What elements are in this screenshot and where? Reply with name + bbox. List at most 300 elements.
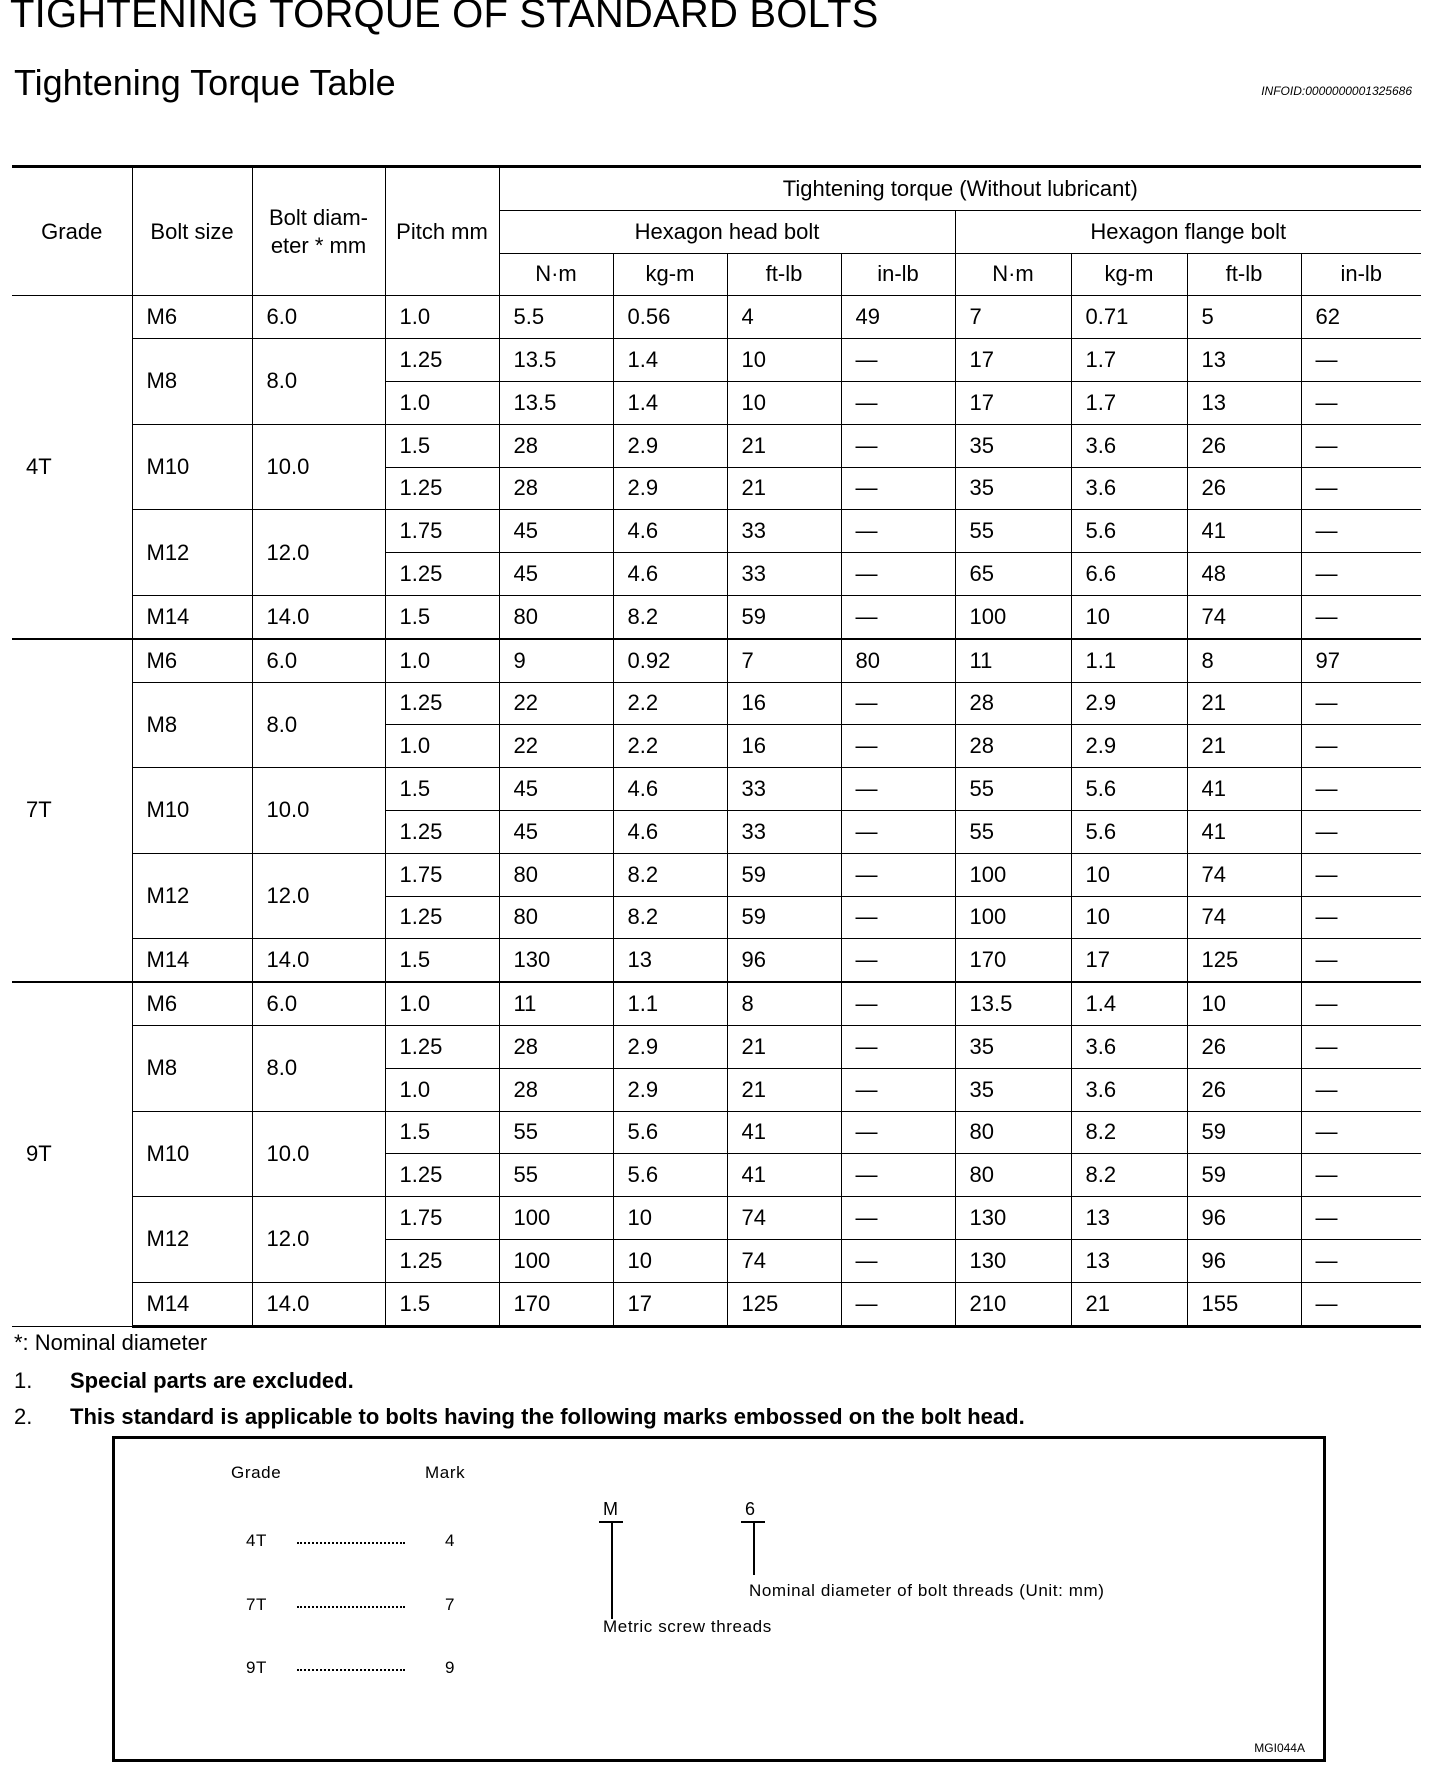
code-number-label: Nominal diameter of bolt threads (Unit: mm) bbox=[749, 1581, 1105, 1600]
torque-cell: 130 bbox=[499, 939, 613, 982]
bolt-diameter-cell: 10.0 bbox=[252, 768, 385, 854]
torque-cell: 80 bbox=[499, 853, 613, 896]
torque-cell: 28 bbox=[499, 1025, 613, 1068]
torque-cell: 8.2 bbox=[613, 853, 727, 896]
torque-cell: 11 bbox=[499, 982, 613, 1025]
torque-cell: 8.2 bbox=[1071, 1154, 1187, 1197]
torque-cell: — bbox=[1301, 595, 1421, 638]
bolt-diameter-cell: 8.0 bbox=[252, 1025, 385, 1111]
torque-cell: 8.2 bbox=[613, 896, 727, 939]
torque-cell: — bbox=[1301, 510, 1421, 553]
table-body bbox=[12, 296, 1421, 1326]
info-id: INFOID:0000000001325686 bbox=[1261, 84, 1412, 98]
bolt-diameter-cell: 14.0 bbox=[252, 1282, 385, 1326]
pitch-cell: 1.0 bbox=[385, 296, 499, 339]
bolt-diameter-cell: 10.0 bbox=[252, 424, 385, 510]
torque-cell: — bbox=[1301, 896, 1421, 939]
torque-cell: — bbox=[1301, 1025, 1421, 1068]
torque-cell: 3.6 bbox=[1071, 1068, 1187, 1111]
dotted-leader bbox=[297, 1542, 405, 1544]
unit-header: kg-m bbox=[613, 253, 727, 296]
header-grade: Grade bbox=[12, 167, 132, 296]
torque-cell: 80 bbox=[955, 1154, 1071, 1197]
table-row bbox=[12, 853, 1421, 896]
torque-cell: 7 bbox=[727, 639, 841, 682]
torque-cell: 1.4 bbox=[613, 381, 727, 424]
torque-cell: 26 bbox=[1187, 424, 1301, 467]
torque-cell: 16 bbox=[727, 725, 841, 768]
torque-cell: 170 bbox=[955, 939, 1071, 982]
torque-cell: — bbox=[841, 853, 955, 896]
torque-cell: 41 bbox=[1187, 810, 1301, 853]
pitch-cell: 1.0 bbox=[385, 381, 499, 424]
header-hex-head-bolt: Hexagon head bolt bbox=[499, 210, 955, 253]
torque-cell: — bbox=[841, 1025, 955, 1068]
torque-cell: 9 bbox=[499, 639, 613, 682]
torque-cell: — bbox=[1301, 982, 1421, 1025]
torque-cell: — bbox=[841, 424, 955, 467]
table-row bbox=[12, 296, 1421, 339]
torque-cell: 33 bbox=[727, 810, 841, 853]
torque-cell: 59 bbox=[727, 853, 841, 896]
note-number: 1. bbox=[14, 1368, 33, 1393]
torque-cell: 0.56 bbox=[613, 296, 727, 339]
bolt-size-cell: M12 bbox=[132, 510, 252, 596]
bolt-size-cell: M10 bbox=[132, 1111, 252, 1197]
table-row bbox=[12, 768, 1421, 811]
torque-cell: 4.6 bbox=[613, 553, 727, 596]
torque-cell: 10 bbox=[613, 1197, 727, 1240]
torque-cell: 45 bbox=[499, 510, 613, 553]
table-row bbox=[12, 1282, 1421, 1326]
figure-mark: 7 bbox=[445, 1595, 456, 1614]
torque-cell: 74 bbox=[1187, 595, 1301, 638]
note-item bbox=[14, 1368, 354, 1394]
pitch-cell: 1.75 bbox=[385, 853, 499, 896]
torque-cell: — bbox=[841, 1239, 955, 1282]
torque-cell: — bbox=[841, 381, 955, 424]
table-row bbox=[12, 939, 1421, 982]
torque-cell: — bbox=[841, 768, 955, 811]
torque-cell: 33 bbox=[727, 553, 841, 596]
header-hex-flange-bolt: Hexagon flange bolt bbox=[955, 210, 1421, 253]
torque-cell: 48 bbox=[1187, 553, 1301, 596]
torque-cell: 96 bbox=[1187, 1197, 1301, 1240]
dotted-leader bbox=[297, 1606, 405, 1608]
torque-cell: 80 bbox=[955, 1111, 1071, 1154]
bolt-diameter-cell: 8.0 bbox=[252, 339, 385, 425]
pitch-cell: 1.25 bbox=[385, 1154, 499, 1197]
table-row bbox=[12, 339, 1421, 382]
code-letter: M bbox=[603, 1499, 619, 1519]
torque-cell: 17 bbox=[955, 381, 1071, 424]
torque-cell: 49 bbox=[841, 296, 955, 339]
torque-cell: 96 bbox=[727, 939, 841, 982]
torque-cell: 22 bbox=[499, 725, 613, 768]
torque-cell: 100 bbox=[955, 853, 1071, 896]
torque-cell: 13 bbox=[613, 939, 727, 982]
torque-cell: 16 bbox=[727, 682, 841, 725]
bolt-size-cell: M12 bbox=[132, 1197, 252, 1283]
torque-cell: 10 bbox=[1071, 896, 1187, 939]
table-row bbox=[12, 982, 1421, 1025]
torque-cell: 5 bbox=[1187, 296, 1301, 339]
torque-cell: 28 bbox=[499, 1068, 613, 1111]
bolt-marks-figure bbox=[112, 1436, 1326, 1762]
table-row bbox=[12, 1111, 1421, 1154]
pitch-cell: 1.25 bbox=[385, 1239, 499, 1282]
torque-cell: — bbox=[841, 896, 955, 939]
figure-id: MGI044A bbox=[1254, 1741, 1305, 1755]
torque-cell: — bbox=[841, 1282, 955, 1326]
unit-header: in-lb bbox=[1301, 253, 1421, 296]
torque-cell: 1.4 bbox=[1071, 982, 1187, 1025]
torque-cell: 2.9 bbox=[613, 1068, 727, 1111]
torque-cell: 2.9 bbox=[613, 1025, 727, 1068]
torque-cell: 8 bbox=[727, 982, 841, 1025]
torque-cell: 3.6 bbox=[1071, 1025, 1187, 1068]
torque-cell: 13 bbox=[1071, 1239, 1187, 1282]
torque-cell: 5.6 bbox=[613, 1154, 727, 1197]
torque-cell: 21 bbox=[727, 1068, 841, 1111]
torque-cell: 1.4 bbox=[613, 339, 727, 382]
torque-cell: 3.6 bbox=[1071, 424, 1187, 467]
torque-cell: 5.5 bbox=[499, 296, 613, 339]
bolt-diameter-cell: 12.0 bbox=[252, 510, 385, 596]
header-pitch: Pitch mm bbox=[385, 167, 499, 296]
torque-cell: 55 bbox=[499, 1154, 613, 1197]
figure-grade-header: Grade bbox=[231, 1463, 282, 1482]
note-text: Special parts are excluded. bbox=[70, 1368, 354, 1393]
torque-cell: 74 bbox=[727, 1197, 841, 1240]
bolt-size-cell: M8 bbox=[132, 682, 252, 768]
torque-cell: 4.6 bbox=[613, 810, 727, 853]
torque-cell: 21 bbox=[727, 1025, 841, 1068]
pitch-cell: 1.5 bbox=[385, 595, 499, 638]
torque-cell: — bbox=[841, 1111, 955, 1154]
torque-cell: 28 bbox=[499, 424, 613, 467]
torque-cell: 2.9 bbox=[1071, 725, 1187, 768]
torque-cell: — bbox=[1301, 424, 1421, 467]
torque-cell: 8 bbox=[1187, 639, 1301, 682]
torque-cell: 5.6 bbox=[613, 1111, 727, 1154]
torque-cell: 10 bbox=[613, 1239, 727, 1282]
torque-cell: 10 bbox=[1071, 853, 1187, 896]
pitch-cell: 1.5 bbox=[385, 424, 499, 467]
torque-cell: — bbox=[1301, 1239, 1421, 1282]
unit-header: N·m bbox=[499, 253, 613, 296]
torque-cell: 10 bbox=[1071, 595, 1187, 638]
torque-cell: 28 bbox=[955, 682, 1071, 725]
torque-cell: 100 bbox=[955, 896, 1071, 939]
pitch-cell: 1.25 bbox=[385, 553, 499, 596]
torque-cell: 10 bbox=[727, 339, 841, 382]
torque-cell: 2.9 bbox=[1071, 682, 1187, 725]
bolt-size-cell: M10 bbox=[132, 424, 252, 510]
pitch-cell: 1.5 bbox=[385, 768, 499, 811]
pitch-cell: 1.25 bbox=[385, 896, 499, 939]
bolt-size-cell: M12 bbox=[132, 853, 252, 939]
pitch-cell: 1.5 bbox=[385, 939, 499, 982]
figure-grade: 7T bbox=[246, 1595, 268, 1614]
torque-cell: 33 bbox=[727, 768, 841, 811]
table-header bbox=[12, 167, 1421, 296]
pitch-cell: 1.25 bbox=[385, 339, 499, 382]
table-row bbox=[12, 639, 1421, 682]
torque-cell: — bbox=[1301, 1111, 1421, 1154]
bolt-size-cell: M14 bbox=[132, 1282, 252, 1326]
torque-cell: 210 bbox=[955, 1282, 1071, 1326]
torque-cell: 2.9 bbox=[613, 424, 727, 467]
dotted-leader bbox=[297, 1669, 405, 1671]
torque-cell: 26 bbox=[1187, 467, 1301, 510]
torque-cell: 26 bbox=[1187, 1068, 1301, 1111]
bolt-size-cell: M14 bbox=[132, 939, 252, 982]
bolt-size-cell: M6 bbox=[132, 982, 252, 1025]
torque-cell: — bbox=[1301, 553, 1421, 596]
torque-cell: 80 bbox=[499, 595, 613, 638]
torque-cell: 13 bbox=[1187, 339, 1301, 382]
bolt-diameter-cell: 14.0 bbox=[252, 939, 385, 982]
torque-cell: 21 bbox=[1187, 682, 1301, 725]
figure-grade: 9T bbox=[246, 1658, 268, 1677]
torque-cell: 55 bbox=[955, 510, 1071, 553]
bolt-size-cell: M14 bbox=[132, 595, 252, 638]
torque-cell: 96 bbox=[1187, 1239, 1301, 1282]
header-bolt-size: Bolt size bbox=[132, 167, 252, 296]
torque-cell: 35 bbox=[955, 1025, 1071, 1068]
torque-cell: 1.7 bbox=[1071, 381, 1187, 424]
bolt-diameter-cell: 6.0 bbox=[252, 639, 385, 682]
torque-cell: 55 bbox=[955, 810, 1071, 853]
torque-cell: 2.2 bbox=[613, 682, 727, 725]
torque-cell: 97 bbox=[1301, 639, 1421, 682]
torque-cell: 45 bbox=[499, 768, 613, 811]
torque-cell: 74 bbox=[727, 1239, 841, 1282]
torque-cell: 59 bbox=[727, 595, 841, 638]
torque-cell: 100 bbox=[499, 1239, 613, 1282]
code-letter-leader bbox=[611, 1521, 613, 1619]
torque-cell: 17 bbox=[613, 1282, 727, 1326]
torque-cell: 0.71 bbox=[1071, 296, 1187, 339]
table-row bbox=[12, 424, 1421, 467]
torque-cell: — bbox=[841, 595, 955, 638]
torque-cell: 45 bbox=[499, 553, 613, 596]
torque-cell: 13 bbox=[1187, 381, 1301, 424]
pitch-cell: 1.25 bbox=[385, 1025, 499, 1068]
torque-cell: 2.9 bbox=[613, 467, 727, 510]
torque-cell: — bbox=[841, 339, 955, 382]
torque-cell: — bbox=[841, 1154, 955, 1197]
torque-cell: 4.6 bbox=[613, 768, 727, 811]
torque-cell: 125 bbox=[1187, 939, 1301, 982]
torque-cell: 130 bbox=[955, 1239, 1071, 1282]
torque-cell: 26 bbox=[1187, 1025, 1301, 1068]
figure-mark: 9 bbox=[445, 1658, 456, 1677]
torque-cell: — bbox=[1301, 1154, 1421, 1197]
torque-cell: 7 bbox=[955, 296, 1071, 339]
bolt-size-cell: M8 bbox=[132, 1025, 252, 1111]
torque-cell: 59 bbox=[1187, 1154, 1301, 1197]
figure-grade: 4T bbox=[246, 1531, 268, 1550]
unit-header: ft-lb bbox=[727, 253, 841, 296]
torque-cell: — bbox=[1301, 853, 1421, 896]
torque-table bbox=[12, 165, 1421, 1328]
torque-cell: 13 bbox=[1071, 1197, 1187, 1240]
section-title: Tightening Torque Table bbox=[14, 62, 396, 103]
table-row bbox=[12, 682, 1421, 725]
bolt-diameter-cell: 10.0 bbox=[252, 1111, 385, 1197]
torque-cell: 55 bbox=[955, 768, 1071, 811]
torque-cell: 74 bbox=[1187, 896, 1301, 939]
torque-cell: 45 bbox=[499, 810, 613, 853]
torque-cell: 13.5 bbox=[499, 339, 613, 382]
code-letter-label: Metric screw threads bbox=[603, 1617, 772, 1636]
footnote: *: Nominal diameter bbox=[14, 1330, 208, 1355]
torque-cell: 80 bbox=[499, 896, 613, 939]
torque-cell: 8.2 bbox=[613, 595, 727, 638]
torque-cell: — bbox=[841, 810, 955, 853]
torque-cell: 59 bbox=[1187, 1111, 1301, 1154]
torque-cell: 5.6 bbox=[1071, 810, 1187, 853]
bolt-size-cell: M10 bbox=[132, 768, 252, 854]
bolt-size-cell: M6 bbox=[132, 639, 252, 682]
torque-cell: — bbox=[841, 982, 955, 1025]
torque-cell: 13.5 bbox=[955, 982, 1071, 1025]
table-row bbox=[12, 1025, 1421, 1068]
grade-cell: 9T bbox=[12, 982, 132, 1326]
bolt-diameter-cell: 12.0 bbox=[252, 853, 385, 939]
code-number: 6 bbox=[745, 1499, 756, 1519]
torque-cell: 21 bbox=[1071, 1282, 1187, 1326]
bolt-diameter-cell: 14.0 bbox=[252, 595, 385, 638]
torque-cell: 41 bbox=[727, 1111, 841, 1154]
grade-cell: 4T bbox=[12, 296, 132, 639]
torque-cell: 11 bbox=[955, 639, 1071, 682]
torque-cell: 22 bbox=[499, 682, 613, 725]
torque-cell: 1.1 bbox=[1071, 639, 1187, 682]
bolt-size-cell: M6 bbox=[132, 296, 252, 339]
torque-cell: 1.1 bbox=[613, 982, 727, 1025]
torque-cell: 4.6 bbox=[613, 510, 727, 553]
torque-cell: — bbox=[841, 939, 955, 982]
torque-cell: 21 bbox=[727, 467, 841, 510]
bolt-diameter-cell: 8.0 bbox=[252, 682, 385, 768]
torque-cell: — bbox=[1301, 339, 1421, 382]
torque-cell: — bbox=[841, 1197, 955, 1240]
torque-cell: — bbox=[841, 1068, 955, 1111]
pitch-cell: 1.0 bbox=[385, 982, 499, 1025]
torque-cell: 80 bbox=[841, 639, 955, 682]
bolt-diameter-cell: 6.0 bbox=[252, 296, 385, 339]
figure-mark-header: Mark bbox=[425, 1463, 466, 1482]
torque-cell: 33 bbox=[727, 510, 841, 553]
header-tightening-torque: Tightening torque (Without lubricant) bbox=[499, 167, 1421, 211]
bolt-diameter-cell: 6.0 bbox=[252, 982, 385, 1025]
pitch-cell: 1.25 bbox=[385, 810, 499, 853]
torque-cell: 4 bbox=[727, 296, 841, 339]
torque-cell: 35 bbox=[955, 424, 1071, 467]
torque-cell: — bbox=[841, 510, 955, 553]
torque-cell: 35 bbox=[955, 467, 1071, 510]
torque-cell: 13.5 bbox=[499, 381, 613, 424]
torque-cell: — bbox=[1301, 768, 1421, 811]
torque-cell: — bbox=[841, 553, 955, 596]
torque-cell: 41 bbox=[1187, 510, 1301, 553]
torque-cell: 35 bbox=[955, 1068, 1071, 1111]
torque-cell: 8.2 bbox=[1071, 1111, 1187, 1154]
bolt-size-cell: M8 bbox=[132, 339, 252, 425]
grade-cell: 7T bbox=[12, 639, 132, 982]
torque-cell: 170 bbox=[499, 1282, 613, 1326]
torque-cell: — bbox=[1301, 939, 1421, 982]
note-text: This standard is applicable to bolts having the following marks embossed on the bolt head. bbox=[70, 1404, 1025, 1429]
unit-header: kg-m bbox=[1071, 253, 1187, 296]
torque-cell: — bbox=[841, 467, 955, 510]
torque-cell: — bbox=[1301, 467, 1421, 510]
code-number-leader bbox=[753, 1521, 755, 1575]
torque-cell: 17 bbox=[1071, 939, 1187, 982]
torque-cell: 21 bbox=[727, 424, 841, 467]
pitch-cell: 1.25 bbox=[385, 467, 499, 510]
torque-cell: 5.6 bbox=[1071, 768, 1187, 811]
unit-header: in-lb bbox=[841, 253, 955, 296]
torque-cell: 10 bbox=[1187, 982, 1301, 1025]
pitch-cell: 1.0 bbox=[385, 1068, 499, 1111]
note-item bbox=[14, 1404, 1025, 1430]
torque-cell: 100 bbox=[955, 595, 1071, 638]
table-row bbox=[12, 510, 1421, 553]
pitch-cell: 1.75 bbox=[385, 1197, 499, 1240]
torque-cell: — bbox=[841, 682, 955, 725]
torque-cell: 3.6 bbox=[1071, 467, 1187, 510]
header-bolt-diameter: Bolt diam-eter * mm bbox=[252, 167, 385, 296]
torque-cell: 59 bbox=[727, 896, 841, 939]
torque-cell: 41 bbox=[727, 1154, 841, 1197]
torque-cell: 17 bbox=[955, 339, 1071, 382]
torque-cell: — bbox=[1301, 1197, 1421, 1240]
torque-cell: 41 bbox=[1187, 768, 1301, 811]
pitch-cell: 1.5 bbox=[385, 1111, 499, 1154]
torque-cell: 1.7 bbox=[1071, 339, 1187, 382]
table-row bbox=[12, 1197, 1421, 1240]
note-number: 2. bbox=[14, 1404, 33, 1429]
torque-cell: 65 bbox=[955, 553, 1071, 596]
torque-cell: — bbox=[1301, 682, 1421, 725]
torque-cell: 125 bbox=[727, 1282, 841, 1326]
torque-cell: 155 bbox=[1187, 1282, 1301, 1326]
torque-cell: 55 bbox=[499, 1111, 613, 1154]
pitch-cell: 1.0 bbox=[385, 725, 499, 768]
torque-cell: 28 bbox=[499, 467, 613, 510]
pitch-cell: 1.75 bbox=[385, 510, 499, 553]
table-row bbox=[12, 595, 1421, 638]
torque-cell: — bbox=[1301, 381, 1421, 424]
torque-cell: — bbox=[1301, 1282, 1421, 1326]
torque-cell: 5.6 bbox=[1071, 510, 1187, 553]
pitch-cell: 1.25 bbox=[385, 682, 499, 725]
torque-cell: 100 bbox=[499, 1197, 613, 1240]
page-title: TIGHTENING TORQUE OF STANDARD BOLTS bbox=[10, 0, 879, 36]
torque-cell: 21 bbox=[1187, 725, 1301, 768]
pitch-cell: 1.0 bbox=[385, 639, 499, 682]
unit-header: N·m bbox=[955, 253, 1071, 296]
torque-cell: — bbox=[1301, 1068, 1421, 1111]
bolt-diameter-cell: 12.0 bbox=[252, 1197, 385, 1283]
figure-mark: 4 bbox=[445, 1531, 456, 1550]
torque-cell: 6.6 bbox=[1071, 553, 1187, 596]
unit-header: ft-lb bbox=[1187, 253, 1301, 296]
